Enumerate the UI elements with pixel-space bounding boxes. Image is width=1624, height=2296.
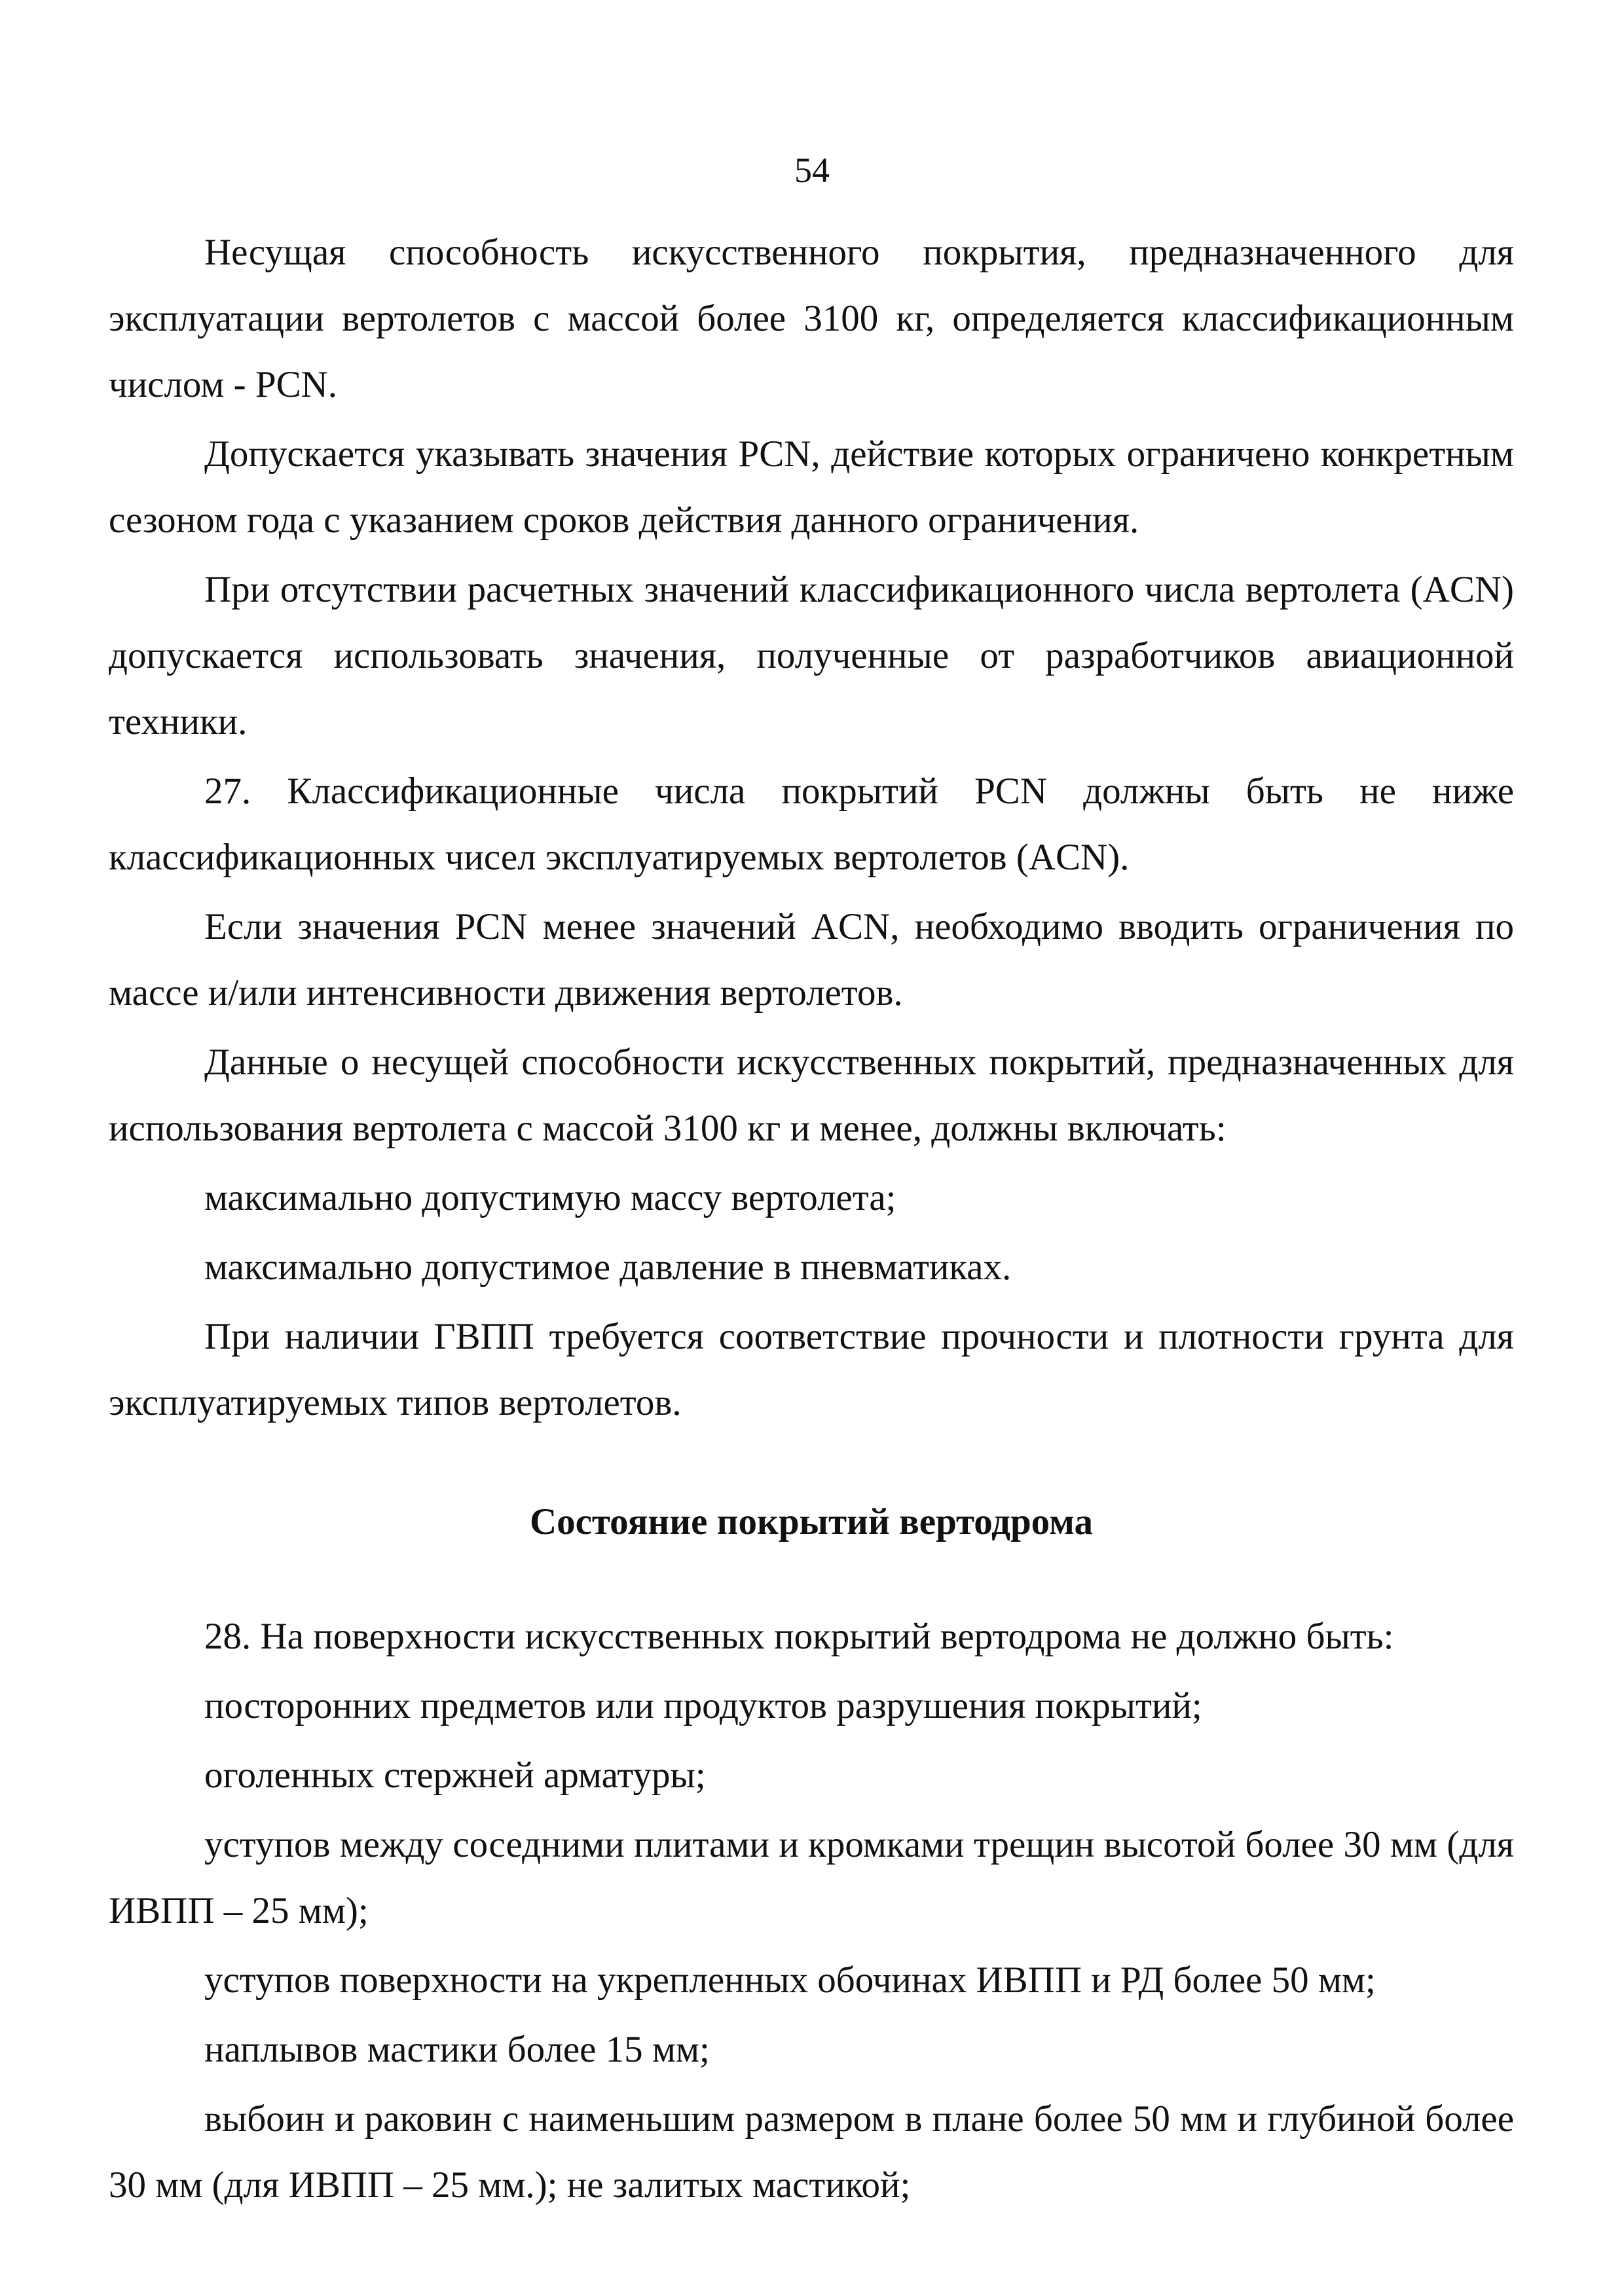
list-item-max-pressure: максимально допустимое давление в пневматиках. <box>204 1247 1012 1288</box>
paragraph-item-28: 28. На поверхности искусственных покрытий вертодрома не должно быть: <box>204 1616 1394 1657</box>
list-item-exposed-rebar: оголенных стержней арматуры; <box>204 1755 706 1796</box>
paragraph-pcn-less-acn: Если значения PCN менее значений ACN, необходимо вводить ограничения по массе и/или интенсивности движения вертолетов. <box>109 906 1514 1013</box>
list-item-shoulder-steps: уступов поверхности на укрепленных обочинах ИВПП и РД более 50 мм; <box>204 1959 1376 2001</box>
document-body <box>109 219 1514 2218</box>
section-heading: Состояние покрытий вертодрома <box>529 1501 1094 1542</box>
paragraph-bearing-capacity: Несущая способность искусственного покрытия, предназначенного для эксплуатации вертолетов с массой более 3100 кг, определяется классификационным числом - PCN. <box>109 232 1514 405</box>
paragraph-light-helicopter-data: Данные о несущей способности искусственных покрытий, предназначенных для использования вертолета с массой 3100 кг и менее, должны включать: <box>109 1042 1514 1149</box>
page-number: 54 <box>794 151 830 190</box>
list-item-slab-steps: уступов между соседними плитами и кромками трещин высотой более 30 мм (для ИВПП – 25 мм); <box>109 1824 1514 1931</box>
paragraph-item-27: 27. Классификационные числа покрытий PCN должны быть не ниже классификационных чисел эксплуатируемых вертолетов (ACN). <box>109 771 1514 878</box>
list-item-mastic-overflow: наплывов мастики более 15 мм; <box>204 2029 710 2070</box>
paragraph-acn-values: При отсутствии расчетных значений классификационного числа вертолета (ACN) допускается использовать значения, полученные от разработчиков авиационной техники. <box>109 569 1514 742</box>
list-item-potholes: выбоин и раковин с наименьшим размером в плане более 50 мм и глубиной более 30 мм (для ИВПП – 25 мм.); не залитых мастикой; <box>109 2098 1514 2206</box>
list-item-foreign-objects: посторонних предметов или продуктов разрушения покрытий; <box>204 1685 1202 1726</box>
paragraph-gvpp: При наличии ГВПП требуется соответствие прочности и плотности грунта для эксплуатируемых типов вертолетов. <box>109 1316 1514 1423</box>
list-item-max-mass: максимально допустимую массу вертолета; <box>204 1177 896 1218</box>
paragraph-pcn-seasonal: Допускается указывать значения PCN, действие которых ограничено конкретным сезоном года с указанием сроков действия данного ограничения. <box>109 433 1514 541</box>
